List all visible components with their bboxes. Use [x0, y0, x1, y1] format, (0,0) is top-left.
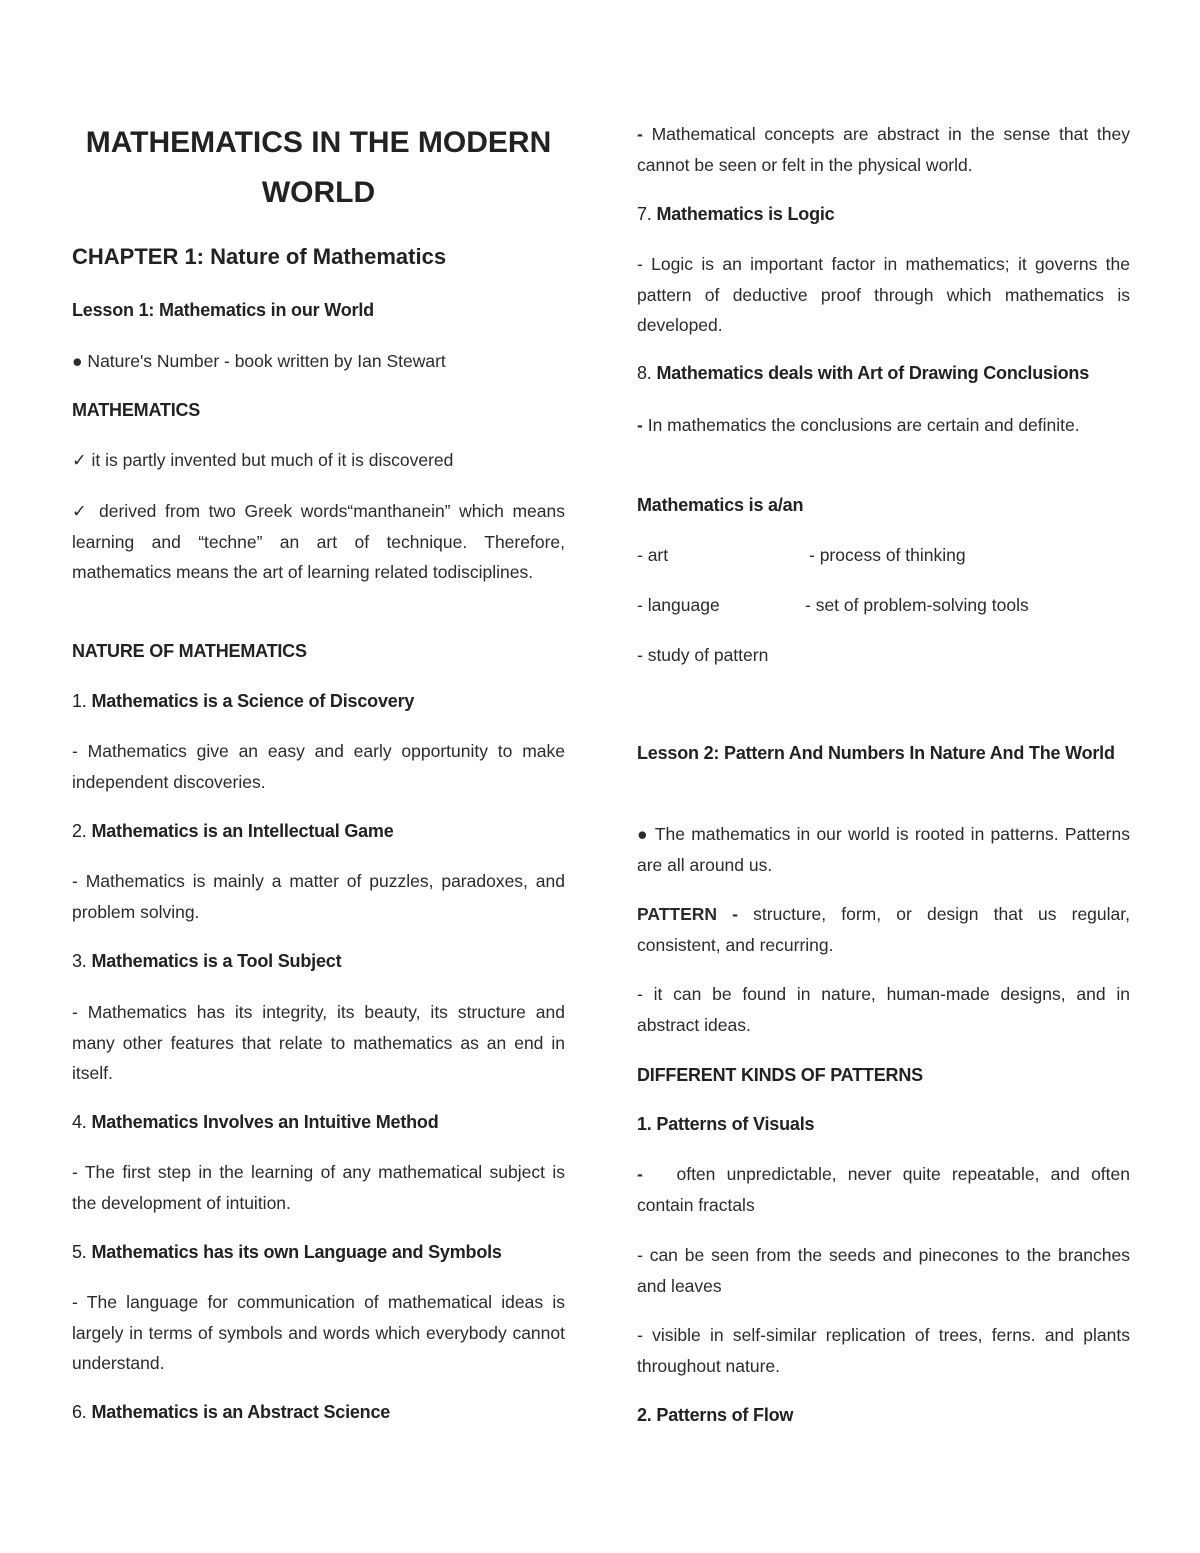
item-2-heading: 2. Mathematics is an Intellectual Game	[72, 821, 394, 841]
item-8-text: - In mathematics the conclusions are certain and definite.	[637, 415, 1080, 435]
item-1-heading: 1. Mathematics is a Science of Discovery	[72, 691, 415, 711]
list-item: - process of thinking	[809, 545, 966, 565]
item-8-heading: 8. Mathematics deals with Art of Drawing Conclusions	[637, 363, 1090, 383]
visuals-text-1: - often unpredictable, never quite repeatable, and often contain fractals	[637, 1164, 1130, 1215]
mathematics-is-a-heading: Mathematics is a/an	[637, 495, 804, 515]
list-item: - set of problem-solving tools	[805, 595, 1029, 615]
pattern-definition: PATTERN - structure, form, or design that us regular, consistent, and recurring.	[637, 904, 1130, 955]
item-6-heading: 6. Mathematics is an Abstract Science	[72, 1402, 391, 1422]
document-title: MATHEMATICS IN THE MODERN WORLD	[85, 126, 552, 209]
visuals-text-3: - visible in self-similar replication of trees, ferns. and plants throughout nature.	[637, 1325, 1130, 1376]
nature-of-mathematics-heading: NATURE OF MATHEMATICS	[72, 641, 307, 661]
chapter-heading: CHAPTER 1: Nature of Mathematics	[72, 244, 447, 269]
item-5-text: - The language for communication of mathematical ideas is largely in terms of symbols and words which everybody cannot understand.	[72, 1292, 565, 1373]
check-item-greek-words: ✓ derived from two Greek words“manthanein” which means learning and “techne” an art of technique. Therefore, mathematics means the art of learning related todisciplines.	[72, 501, 565, 582]
item-7-text: - Logic is an important factor in mathematics; it governs the pattern of deductive proof through which mathematics is developed.	[637, 254, 1130, 335]
pattern-found-text: - it can be found in nature, human-made designs, and in abstract ideas.	[637, 984, 1130, 1035]
item-4-text: - The first step in the learning of any mathematical subject is the development of intuition.	[72, 1162, 565, 1213]
visuals-text-2: - can be seen from the seeds and pinecones to the branches and leaves	[637, 1245, 1130, 1296]
check-item-invented: ✓ it is partly invented but much of it is discovered	[72, 450, 454, 470]
mathematics-heading: MATHEMATICS	[72, 400, 201, 420]
check-icon: ✓	[72, 450, 87, 470]
bullet-natures-number: ● Nature's Number - book written by Ian Stewart	[72, 351, 446, 371]
list-item: - art	[637, 545, 669, 565]
patterns-of-visuals-heading: 1. Patterns of Visuals	[637, 1114, 815, 1134]
item-6-text: - Mathematical concepts are abstract in the sense that they cannot be seen or felt in the physical world.	[637, 124, 1130, 175]
item-7-heading: 7. Mathematics is Logic	[637, 204, 835, 224]
item-4-heading: 4. Mathematics Involves an Intuitive Method	[72, 1112, 439, 1132]
list-item: - language	[637, 595, 720, 615]
item-3-heading: 3. Mathematics is a Tool Subject	[72, 951, 342, 971]
item-5-heading: 5. Mathematics has its own Language and Symbols	[72, 1242, 502, 1262]
item-1-text: - Mathematics give an easy and early opportunity to make independent discoveries.	[72, 741, 565, 792]
list-item: - study of pattern	[637, 645, 769, 665]
item-2-text: - Mathematics is mainly a matter of puzzles, paradoxes, and problem solving.	[72, 871, 565, 922]
item-3-text: - Mathematics has its integrity, its beauty, its structure and many other features that relate to mathematics as an end in itself.	[72, 1002, 565, 1083]
kinds-of-patterns-heading: DIFFERENT KINDS OF PATTERNS	[637, 1065, 923, 1085]
pattern-label: PATTERN -	[637, 904, 739, 924]
lesson-2-heading: Lesson 2: Pattern And Numbers In Nature And The World	[637, 743, 1115, 763]
bullet-patterns: ● The mathematics in our world is rooted in patterns. Patterns are all around us.	[637, 824, 1130, 875]
patterns-of-flow-heading: 2. Patterns of Flow	[637, 1405, 794, 1425]
lesson-1-heading: Lesson 1: Mathematics in our World	[72, 300, 374, 320]
